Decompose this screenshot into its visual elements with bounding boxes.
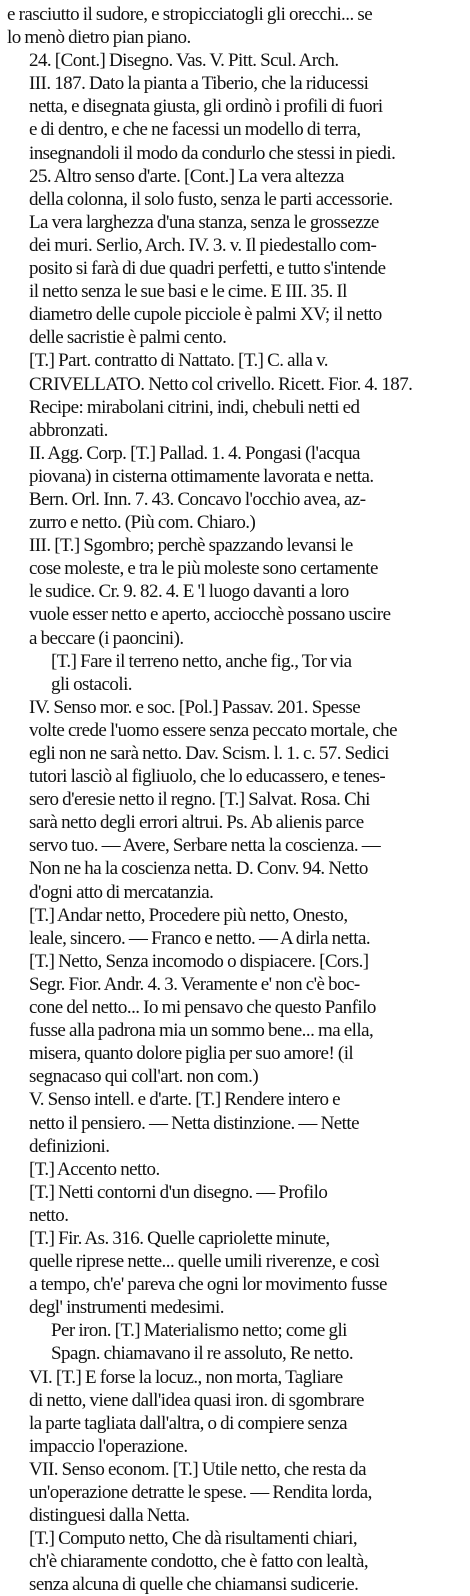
text-line: servo tuo. — Avere, Serbare netta la coscienza. — [29,835,381,857]
entry-paragraph [7,1227,460,1319]
text-line: quelle riprese nette... quelle umili riverenze, e così [29,1251,380,1273]
text-line: a beccare (i paoncini). [29,627,184,649]
text-line: [T.] Andar netto, Procedere più netto, Onesto, [29,904,348,926]
entry-paragraph [7,1158,460,1181]
text-line: Segr. Fior. Andr. 4. 3. Veramente e' non c'è boc- [29,973,360,995]
text-line: VI. [T.] E forse la locuz., non morta, Tagliare [29,1366,343,1388]
text-line: un'operazione detratte le spese. — Rendita lorda, [29,1482,372,1503]
text-line: lo menò dietro pian piano. [7,27,191,49]
text-line: volte crede l'uomo essere senza peccato mortale, che [29,719,398,741]
text-line: insegnandoli il modo da condurlo che stessi in piedi. [29,142,396,164]
text-line: diametro delle cupole picciole è palmi XV; il netto [29,304,382,326]
text-line: La vera larghezza d'una stanza, senza le grossezze [29,211,379,233]
text-line: definizioni. [29,1135,110,1157]
text-line: 25. Altro senso d'arte. [Cont.] La vera altezza [29,165,344,187]
entry-paragraph [7,1181,460,1227]
text-line: CRIVELLATO. Netto col crivello. Ricett. Fior. 4. 187. [29,373,413,395]
entry-paragraph [7,49,460,164]
entry-paragraph [7,1527,460,1596]
text-line: III. 187. Dato la pianta a Tiberio, che la riducessi [29,73,369,95]
text-line: sarà netto degli errori altrui. Ps. Ab alienis parce [29,812,364,834]
text-line: leale, sincero. — Franco e netto. — A dirla netta. [29,927,371,949]
text-line: di netto, viene dall'idea quasi iron. di sgombrare [29,1389,364,1411]
text-line: il netto senza le sue basi e le cime. E III. 35. Il [29,281,347,303]
text-line: dei muri. Serlio, Arch. IV. 3. v. Il piedestallo com- [29,234,377,256]
entry-paragraph [7,3,460,49]
entry-paragraph [7,650,460,696]
text-line: la parte tagliata dall'altra, o di compiere senza [29,1412,347,1434]
entry-paragraph [7,1088,460,1157]
text-line: senza alcuna di quelle che chiamansi sudicerie. [29,1574,359,1596]
text-line: e rasciutto il sudore, e stropicciatogli gli orecchi... se [7,4,373,25]
entry-paragraph [7,1366,460,1458]
text-line: zurro e netto. (Più com. Chiaro.) [29,512,256,534]
text-line: fusse alla padrona mia un sommo bene... ma ella, [29,1020,374,1042]
entry-paragraph [7,904,460,950]
text-line: egli non ne sarà netto. Dav. Scism. l. 1. c. 57. Sedici [29,743,389,764]
text-line: III. [T.] Sgombro; perchè spazzando levansi le [29,535,353,557]
text-line: d'ogni atto di mercatanzia. [29,881,214,903]
text-line: tutori lasciò al figliuolo, che lo educassero, e tenes- [29,766,386,788]
text-line: [T.] Fir. As. 316. Quelle capriolette minute, [29,1227,330,1249]
text-line: cose moleste, e tra le più moleste sono certamente [29,558,378,580]
text-line: Per iron. [T.] Materialismo netto; come gli [51,1320,347,1342]
text-line: netto. [29,1204,69,1226]
text-line: ch'è chiaramente condotto, che è fatto con lealtà, [29,1551,369,1573]
text-line: 24. [Cont.] Disegno. Vas. V. Pitt. Scul. Arch. [29,50,339,72]
text-line: netta, e disegnata giusta, gli ordinò i profili di fuori [29,96,383,118]
text-line: [T.] Part. contratto di Nattato. [T.] C. alla v. [29,350,329,372]
text-line: Bern. Orl. Inn. 7. 43. Concavo l'occhio avea, az- [29,488,366,510]
entry-paragraph [7,349,460,441]
text-line: piovana) in cisterna ottimamente lavorata e netta. [29,465,374,487]
text-line: abbronzati. [29,419,108,441]
entry-paragraph [7,696,460,904]
text-line: a tempo, ch'e' pareva che ogni lor movimento fusse [29,1274,387,1296]
text-line: [T.] Accento netto. [29,1158,160,1180]
text-line: Non ne ha la coscienza netta. D. Conv. 94. Netto [29,858,368,880]
text-line: le sudice. Cr. 9. 82. 4. E 'l luogo davanti a loro [29,581,349,603]
text-line: gli ostacoli. [51,673,133,695]
text-line: [T.] Computo netto, Che dà risultamenti chiari, [29,1528,358,1550]
text-line: cone del netto... Io mi pensavo che questo Panfilo [29,997,376,1019]
text-line: [T.] Netti contorni d'un disegno. — Profilo [29,1181,328,1203]
text-line: II. Agg. Corp. [T.] Pallad. 1. 4. Pongasi (l'acqua [29,442,360,464]
text-line: sero d'eresie netto il regno. [T.] Salvat. Rosa. Chi [29,789,370,811]
text-line: Recipe: mirabolani citrini, indi, chebuli netti ed [29,396,360,418]
text-line: impaccio l'operazione. [29,1435,188,1457]
text-line: segnacaso qui coll'art. non com.) [29,1066,259,1088]
text-line: Spagn. chiamavano il re assoluto, Re netto. [51,1343,354,1365]
entry-paragraph [7,165,460,350]
entry-paragraph [7,534,460,649]
entry-paragraph [7,950,460,1089]
text-line: [T.] Fare il terreno netto, anche fig., Tor via [51,650,352,672]
text-line: e di dentro, e che ne facessi un modello di terra, [29,119,361,141]
text-line: [T.] Netto, Senza incomodo o dispiacere. [Cors.] [29,950,369,972]
text-line: V. Senso intell. e d'arte. [T.] Rendere intero e [29,1089,341,1111]
text-line: VII. Senso econom. [T.] Utile netto, che resta da [29,1458,366,1480]
entry-paragraph [7,442,460,534]
text-line: IV. Senso mor. e soc. [Pol.] Passav. 201. Spesse [29,696,361,718]
text-line: distinguesi dalla Netta. [29,1505,190,1527]
entry-paragraph [7,1458,460,1527]
text-line: della colonna, il solo fusto, senza le parti accessorie. [29,188,393,210]
text-line: degl' instrumenti medesimi. [29,1297,224,1319]
text-line: delle sacristie è palmi cento. [29,327,227,349]
entry-paragraph [7,1319,460,1365]
text-line: posito si farà di due quadri perfetti, e tutto s'intende [29,258,386,280]
text-line: misera, quanto dolore piglia per suo amore! (il [29,1043,354,1065]
text-line: netto il pensiero. — Netta distinzione. — Nette [29,1112,359,1134]
text-line: vuole esser netto e aperto, acciocchè possano uscire [29,604,391,626]
